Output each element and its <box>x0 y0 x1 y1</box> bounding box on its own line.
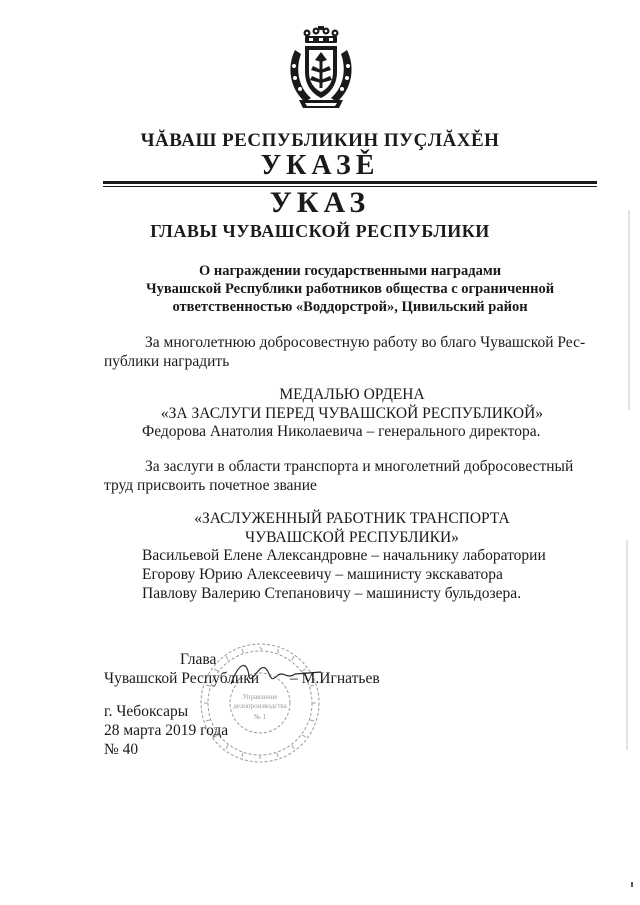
subject-line: ответственностью «Воддорстрой», Цивильский район <box>172 299 528 315</box>
signature-post-line-1: Глава <box>180 651 217 668</box>
coat-of-arms-icon <box>285 26 357 110</box>
stamp-text-line: делопроизводства <box>233 702 287 710</box>
subject-line: Чувашской Республики работников общества с ограниченной <box>145 281 555 297</box>
decree-subject <box>100 262 600 316</box>
signature-dash: – <box>290 670 298 687</box>
decree-number: № 40 <box>104 741 139 758</box>
scan-artifact <box>628 210 630 410</box>
recipient-line: Федорова Анатолия Николаевича – генерального директора. <box>142 423 541 440</box>
award-2-recipients <box>142 546 546 603</box>
paragraph-1-line-1: За многолетнюю добросовестную работу во благо Чувашской Рес- <box>145 334 586 351</box>
recipient-line: Павлову Валерию Степановичу – машинисту бульдозера. <box>142 585 522 602</box>
award-1-line-1: МЕДАЛЬЮ ОРДЕНА <box>279 386 425 403</box>
award-1-line-2: «ЗА ЗАСЛУГИ ПЕРЕД ЧУВАШСКОЙ РЕСПУБЛИКОЙ» <box>160 405 544 422</box>
issue-place: г. Чебоксары <box>104 703 189 720</box>
recipient-line: Васильевой Елене Александровне – начальнику лаборатории <box>142 547 546 564</box>
signatory-name-text: М.Игнатьев <box>301 670 380 687</box>
stamp-text-line: Управление <box>242 693 278 701</box>
stamp-text-line: № 1 <box>254 713 266 721</box>
award-2-title <box>104 509 600 547</box>
issue-date: 28 марта 2019 года <box>104 722 229 739</box>
chuvash-header-title: ЧĂВАШ РЕСПУБЛИКИН ПУÇЛĂХĚН <box>140 130 500 151</box>
recipient-line: Егорову Юрию Алексеевичу – машинисту экскаватора <box>142 566 503 583</box>
chuvash-decree-title: УКАЗĚ <box>260 150 380 181</box>
award-1-title <box>104 385 600 423</box>
scan-artifact <box>626 540 628 750</box>
decree-issuer: ГЛАВЫ ЧУВАШСКОЙ РЕСПУБЛИКИ <box>150 221 490 241</box>
decree-title: УКАЗ <box>269 186 371 219</box>
paragraph-2-line-2: труд присвоить почетное звание <box>104 477 317 494</box>
paragraph-2-line-1: За заслуги в области транспорта и многолетний добросовестный <box>145 458 574 475</box>
signatory-name <box>290 669 380 688</box>
header-rule-thick <box>103 181 597 184</box>
award-2-line-2: ЧУВАШСКОЙ РЕСПУБЛИКИ» <box>245 529 459 546</box>
scan-artifact <box>631 882 633 887</box>
subject-line: О награждении государственными наградами <box>198 263 502 279</box>
award-2-line-1: «ЗАСЛУЖЕННЫЙ РАБОТНИК ТРАНСПОРТА <box>194 510 510 527</box>
award-1-recipients <box>142 422 540 441</box>
paragraph-1-line-2: публики наградить <box>104 353 230 370</box>
signature-post-line-2: Чувашской Республики <box>104 670 260 687</box>
